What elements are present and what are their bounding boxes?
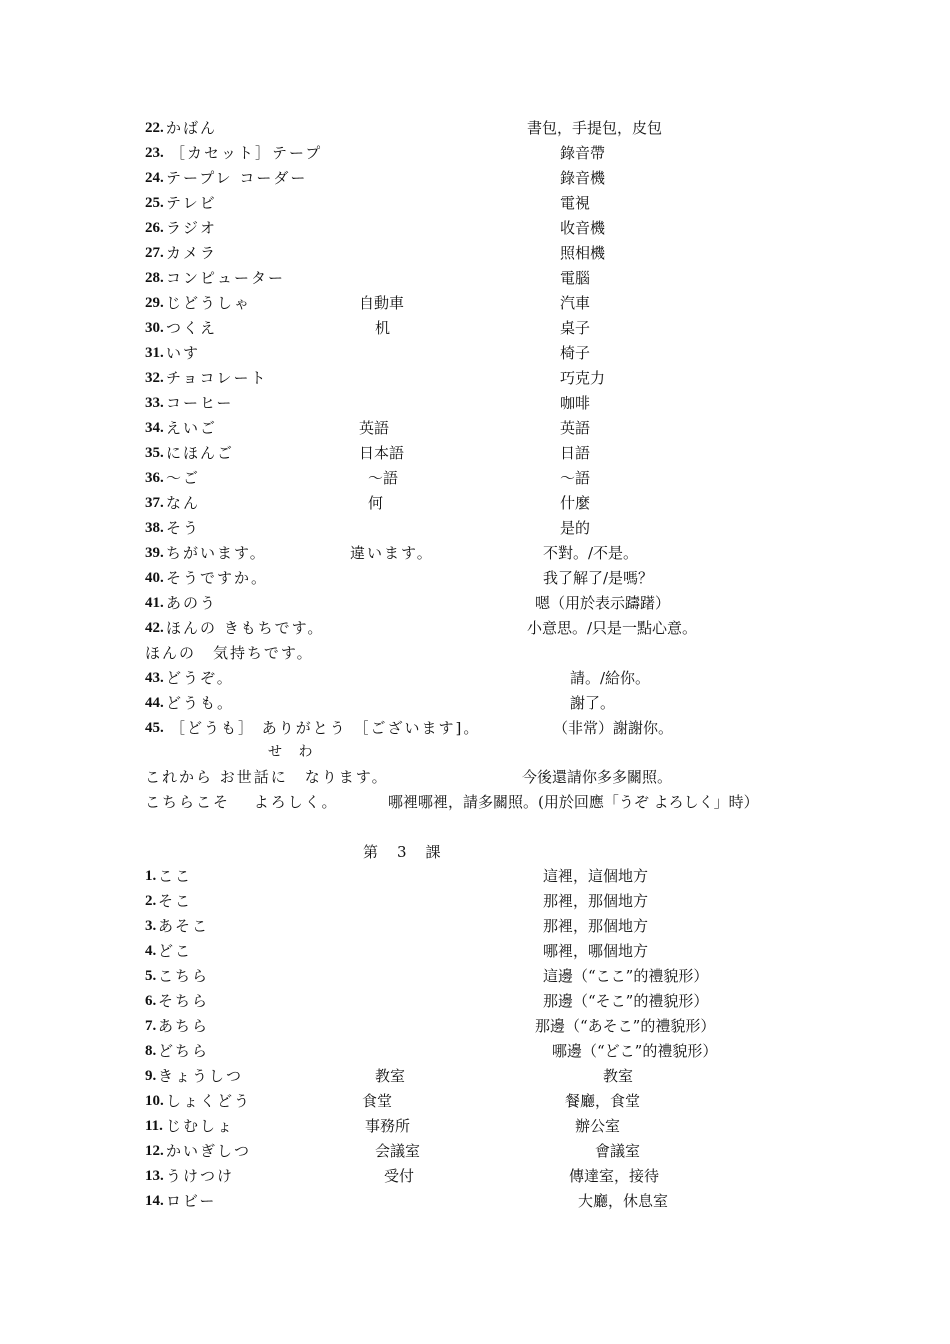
- vocab-meaning: 那裡，那個地方: [543, 892, 649, 910]
- vocab-kanji: 日本語: [359, 444, 405, 462]
- vocab-number: 29.: [145, 295, 164, 311]
- vocab-meaning: （非常）謝謝你。: [553, 719, 674, 737]
- vocab-meaning: 汽車: [560, 294, 591, 312]
- vocab-kana: なん: [166, 494, 201, 512]
- vocab-meaning: 電視: [560, 194, 591, 212]
- vocab-kana: ちがいます。: [166, 544, 267, 562]
- vocab-number: 2.: [145, 893, 157, 909]
- vocab-kana: テレビ: [166, 194, 217, 212]
- vocab-kana: どちら: [158, 1042, 210, 1060]
- vocab-kana: どうぞ。: [166, 669, 234, 687]
- vocab-meaning: 收音機: [560, 219, 606, 237]
- vocab-meaning: 這邊（“ここ”的禮貌形）: [543, 967, 709, 985]
- vocab-number: 24.: [145, 170, 164, 186]
- vocab-meaning: 會議室: [595, 1142, 641, 1160]
- vocab-number: 39.: [145, 545, 164, 561]
- vocab-number: 42.: [145, 620, 164, 636]
- vocab-meaning: 這裡，這個地方: [543, 867, 649, 885]
- vocab-number: 30.: [145, 320, 164, 336]
- vocab-meaning: 辦公室: [575, 1117, 621, 1135]
- vocab-meaning: 咖啡: [560, 394, 591, 412]
- vocab-row: [0, 516, 950, 540]
- phrase-japanese: こちらこそ よろしく。: [145, 793, 339, 811]
- vocab-row: [0, 691, 950, 715]
- vocab-number: 22.: [145, 120, 164, 136]
- vocab-meaning: 椅子: [560, 344, 591, 362]
- vocab-kana: じどうしゃ: [166, 294, 252, 312]
- vocab-row: [0, 939, 950, 963]
- vocab-kana: そちら: [158, 992, 210, 1010]
- vocab-kanji: 教室: [375, 1067, 406, 1085]
- vocab-row: [0, 416, 950, 440]
- vocab-kana: テープレ コーダー: [166, 169, 308, 187]
- vocab-number: 10.: [145, 1093, 164, 1109]
- vocab-kana: かいぎしつ: [166, 1142, 252, 1160]
- vocab-number: 8.: [145, 1043, 157, 1059]
- vocab-number: 41.: [145, 595, 164, 611]
- vocab-row: [0, 216, 950, 240]
- vocab-kana: ［どうも］ ありがとう ［ございます]。: [170, 719, 481, 737]
- vocab-row: [0, 666, 950, 690]
- vocab-number: 3.: [145, 918, 157, 934]
- vocab-kana: ほんの きもちです。: [166, 619, 325, 637]
- vocab-row: [0, 266, 950, 290]
- vocab-meaning: 哪邊（“どこ”的禮貌形）: [552, 1042, 718, 1060]
- vocab-number: 25.: [145, 195, 164, 211]
- vocab-kana: そこ: [158, 892, 193, 910]
- vocab-kana: にほんご: [166, 444, 235, 462]
- phrase-row: [0, 790, 950, 814]
- vocab-kana: うけつけ: [166, 1167, 235, 1185]
- vocab-kanji: 何: [368, 494, 384, 512]
- vocab-kana: カメラ: [166, 244, 218, 262]
- vocab-kana: えいご: [166, 419, 218, 437]
- vocab-meaning: 嗯（用於表示躊躇）: [535, 594, 671, 612]
- vocab-kana: ［カセット］テープ: [170, 144, 323, 162]
- furigana: せ わ: [268, 744, 319, 760]
- vocab-meaning: 那邊（“あそこ”的禮貌形）: [535, 1017, 716, 1035]
- vocab-number: 13.: [145, 1168, 164, 1184]
- vocab-meaning: ～語: [560, 469, 591, 487]
- lesson-heading: 第 3 課: [363, 843, 443, 861]
- vocab-meaning: 教室: [603, 1067, 634, 1085]
- vocab-kanji-form: ほんの 気持ちです。: [145, 644, 314, 662]
- vocab-kanji: 机: [375, 319, 391, 337]
- vocab-row: [0, 541, 950, 565]
- vocab-meaning: 傳達室，接待: [569, 1167, 660, 1185]
- vocab-kanji: 事務所: [365, 1117, 411, 1135]
- vocab-number: 44.: [145, 695, 164, 711]
- vocab-number: 11.: [145, 1118, 163, 1134]
- vocab-kana: しょくどう: [166, 1092, 252, 1110]
- vocab-row: [0, 166, 950, 190]
- vocab-kana: チョコレート: [166, 369, 268, 387]
- vocab-meaning: 日語: [560, 444, 591, 462]
- vocab-row: [0, 864, 950, 888]
- vocab-row: [0, 1164, 950, 1188]
- vocab-meaning: 小意思。/只是一點心意。: [527, 619, 698, 637]
- vocab-kana: どこ: [158, 942, 193, 960]
- vocab-kana: ここ: [158, 867, 193, 885]
- vocab-number: 36.: [145, 470, 164, 486]
- vocab-meaning: 那邊（“そこ”的禮貌形）: [543, 992, 709, 1010]
- vocab-row: [0, 466, 950, 490]
- vocab-number: 28.: [145, 270, 164, 286]
- vocab-meaning: 英語: [560, 419, 591, 437]
- vocab-kana: こちら: [158, 967, 210, 985]
- vocab-meaning: 是的: [560, 519, 591, 537]
- vocab-meaning: 錄音機: [560, 169, 606, 187]
- vocab-row: [0, 491, 950, 515]
- vocab-kana: じむしょ: [166, 1117, 235, 1135]
- vocab-row: [0, 191, 950, 215]
- vocab-row: [0, 1114, 950, 1138]
- vocab-row: [0, 116, 950, 140]
- vocab-meaning: 什麼: [560, 494, 591, 512]
- vocab-kana: かばん: [166, 119, 218, 137]
- vocab-number: 32.: [145, 370, 164, 386]
- vocab-number: 45.: [145, 720, 164, 736]
- vocab-meaning: 餐廳，食堂: [565, 1092, 641, 1110]
- vocab-row: [0, 1189, 950, 1213]
- vocab-meaning: 錄音帶: [560, 144, 606, 162]
- vocab-number: 7.: [145, 1018, 157, 1034]
- vocab-row: [0, 316, 950, 340]
- vocab-meaning: 不對。/不是。: [543, 544, 639, 562]
- vocab-row: [0, 914, 950, 938]
- vocab-number: 35.: [145, 445, 164, 461]
- vocab-kana: ～ご: [166, 469, 201, 487]
- vocab-continuation-line: [0, 641, 950, 665]
- vocab-kana: そう: [166, 519, 201, 537]
- vocab-meaning: 大廳，休息室: [578, 1192, 669, 1210]
- vocab-number: 5.: [145, 968, 157, 984]
- vocab-kanji: 食堂: [362, 1092, 393, 1110]
- vocab-kanji: ～語: [368, 469, 399, 487]
- phrase-japanese: これから お世話に なります。: [145, 768, 389, 786]
- vocab-kana: コーヒー: [166, 394, 234, 412]
- vocab-number: 27.: [145, 245, 164, 261]
- vocab-kana: あちら: [158, 1017, 210, 1035]
- vocab-kana: ロビー: [166, 1192, 217, 1210]
- furigana-line: [0, 740, 950, 764]
- vocab-number: 31.: [145, 345, 164, 361]
- vocab-row: [0, 616, 950, 640]
- vocab-kanji: 会議室: [375, 1142, 421, 1160]
- vocab-number: 6.: [145, 993, 157, 1009]
- vocab-kanji: 受付: [384, 1167, 415, 1185]
- vocab-kana: どうも。: [166, 694, 235, 712]
- vocab-meaning: 巧克力: [560, 369, 606, 387]
- vocab-number: 9.: [145, 1068, 157, 1084]
- vocab-number: 40.: [145, 570, 164, 586]
- vocab-kana: あそこ: [158, 917, 210, 935]
- vocab-row: [0, 1064, 950, 1088]
- vocab-number: 14.: [145, 1193, 164, 1209]
- vocab-row: [0, 566, 950, 590]
- vocab-row: [0, 1039, 950, 1063]
- vocab-meaning: 我了解了/是嗎？: [543, 569, 654, 587]
- vocab-number: 43.: [145, 670, 164, 686]
- vocab-number: 26.: [145, 220, 164, 236]
- vocab-row: [0, 441, 950, 465]
- vocab-row: [0, 291, 950, 315]
- vocab-meaning: 書包，手提包，皮包: [527, 119, 663, 137]
- vocab-kanji: 英語: [359, 419, 390, 437]
- vocab-number: 34.: [145, 420, 164, 436]
- vocab-kana: コンピューター: [166, 269, 286, 287]
- vocab-row: [0, 1139, 950, 1163]
- vocab-row: [0, 1014, 950, 1038]
- vocab-number: 23.: [145, 145, 164, 161]
- vocab-row: [0, 341, 950, 365]
- vocab-kanji: 自動車: [359, 294, 405, 312]
- vocab-row: [0, 964, 950, 988]
- vocab-meaning: 桌子: [560, 319, 591, 337]
- vocab-number: 1.: [145, 868, 157, 884]
- vocab-row: [0, 591, 950, 615]
- vocab-number: 38.: [145, 520, 164, 536]
- vocab-number: 37.: [145, 495, 164, 511]
- phrase-row: [0, 765, 950, 789]
- phrase-meaning: 今後還請你多多關照。: [522, 768, 673, 786]
- vocab-row: [0, 889, 950, 913]
- vocab-meaning: 請。/給你。: [570, 669, 651, 687]
- vocab-row: [0, 716, 950, 740]
- vocab-number: 12.: [145, 1143, 164, 1159]
- vocab-meaning: 哪裡，哪個地方: [543, 942, 649, 960]
- vocab-kana: あのう: [166, 594, 218, 612]
- vocab-meaning: 電腦: [560, 269, 591, 287]
- vocab-row: [0, 1089, 950, 1113]
- vocab-row: [0, 366, 950, 390]
- phrase-meaning: 哪裡哪裡，請多關照。(用於回應「うぞ よろしく」時）: [388, 793, 759, 811]
- vocab-kana: つくえ: [166, 319, 218, 337]
- vocab-kana: きょうしつ: [158, 1067, 244, 1085]
- vocab-kana: いす: [166, 344, 201, 362]
- vocab-meaning: 謝了。: [570, 694, 616, 712]
- vocab-row: [0, 241, 950, 265]
- vocab-kana: ラジオ: [166, 219, 218, 237]
- vocab-kana: そうですか。: [166, 569, 269, 587]
- vocab-kanji: 違います。: [350, 544, 434, 562]
- vocab-meaning: 那裡，那個地方: [543, 917, 649, 935]
- vocab-row: [0, 989, 950, 1013]
- vocab-number: 33.: [145, 395, 164, 411]
- vocab-meaning: 照相機: [560, 244, 606, 262]
- vocab-number: 4.: [145, 943, 157, 959]
- vocab-row: [0, 141, 950, 165]
- vocab-row: [0, 391, 950, 415]
